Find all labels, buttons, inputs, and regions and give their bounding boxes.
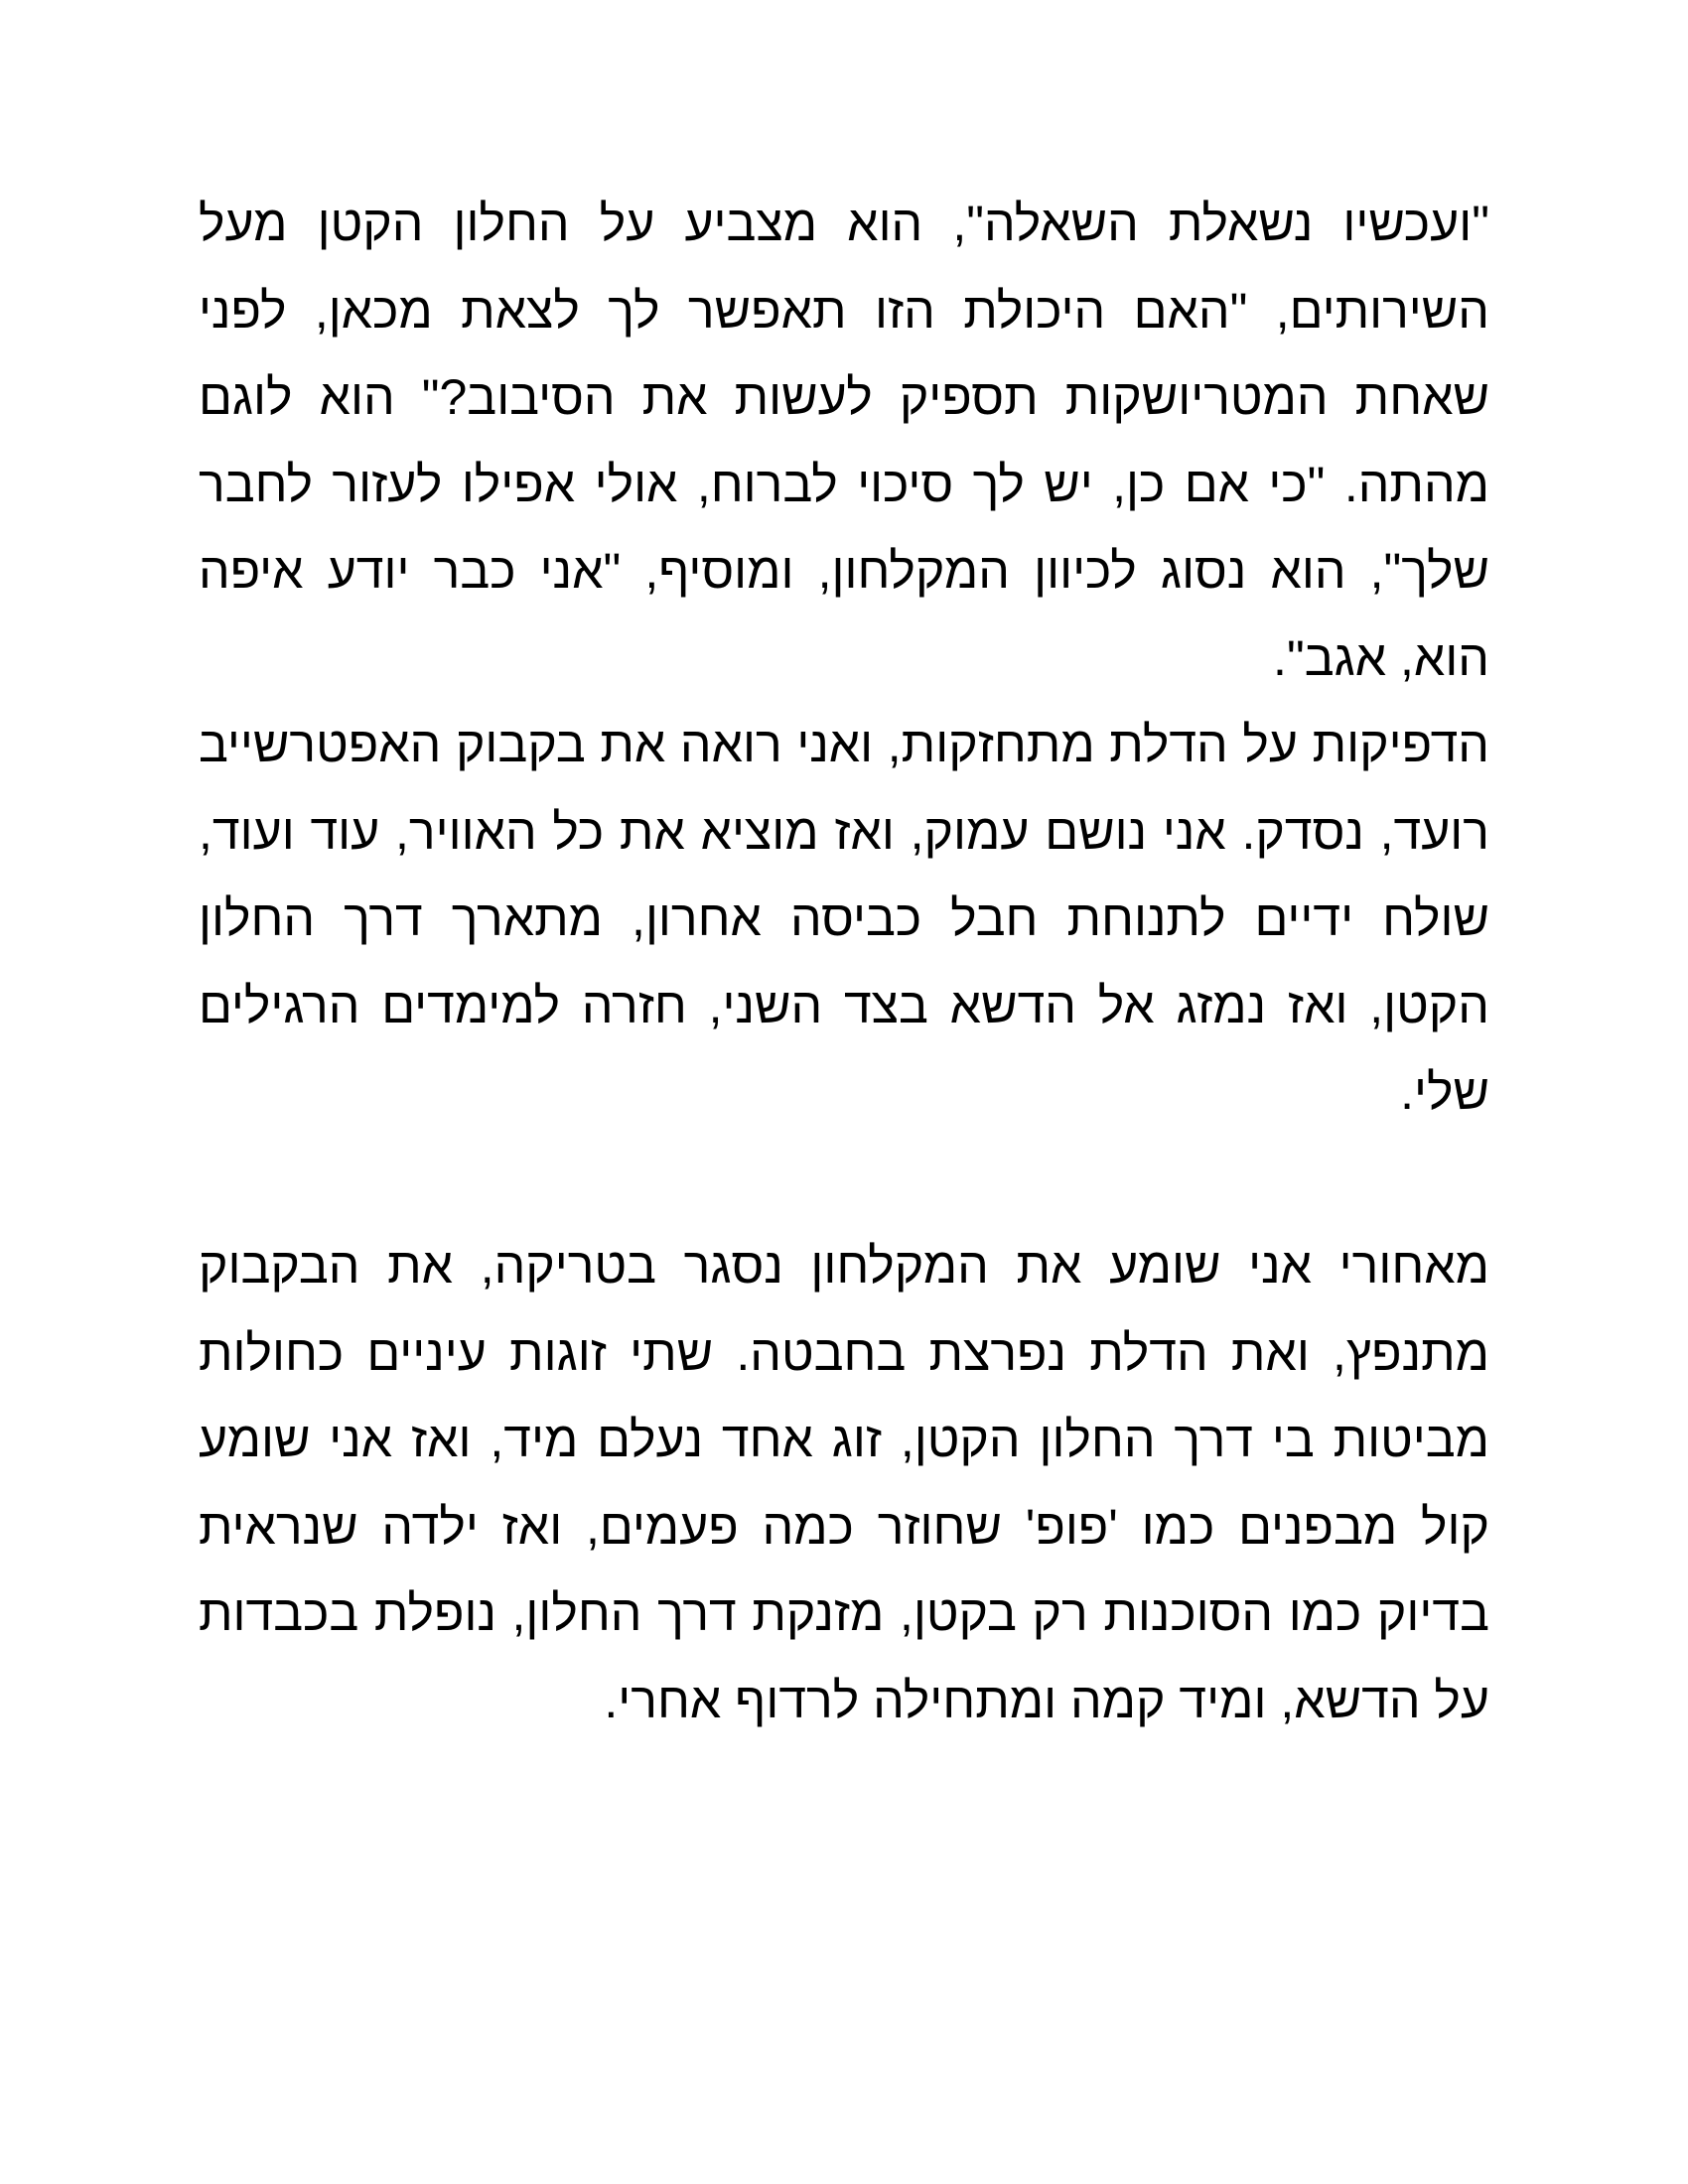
paragraph-2: הדפיקות על הדלת מתחזקות, ואני רואה את בקבוק האפטרשייב רועד, נסדק. אני נושם עמוק, ואז מוציא את כל האוויר, עוד ועוד, שולח ידיים לתנוחת חבל כביסה אחרון, מתארך דרך החלון הקטן, ואז נמזג אל הדשא בצד השני, חזרה למימדים הרגילים שלי.	[199, 717, 1489, 1120]
paragraph-1: "ועכשיו נשאלת השאלה", הוא מצביע על החלון הקטן מעל השירותים, "האם היכולת הזו תאפשר לך לצאת מכאן, לפני שאחת המטריושקות תספיק לעשות את הסיבוב?" הוא לוגם מהתה. "כי אם כן, יש לך סיכוי לברוח, אולי אפילו לעזור לחבר שלך", הוא נסוג לכיוון המקלחון, ומוסיף, "אני כבר יודע איפה הוא, אגב".	[199, 196, 1489, 686]
body-text	[199, 181, 1489, 1744]
paragraph-3: מאחורי אני שומע את המקלחון נסגר בטריקה, את הבקבוק מתנפץ, ואת הדלת נפרצת בחבטה. שתי זוגות עיניים כחולות מביטות בי דרך החלון הקטן, זוג אחד נעלם מיד, ואז אני שומע קול מבפנים כמו 'פופ' שחוזר כמה פעמים, ואז ילדה שנראית בדיוק כמו הסוכנות רק בקטן, מזנקת דרך החלון, נופלת בכבדות על הדשא, ומיד קמה ומתחילה לרדוף אחרי.	[199, 1238, 1489, 1728]
paragraph-gap	[199, 1137, 1489, 1224]
